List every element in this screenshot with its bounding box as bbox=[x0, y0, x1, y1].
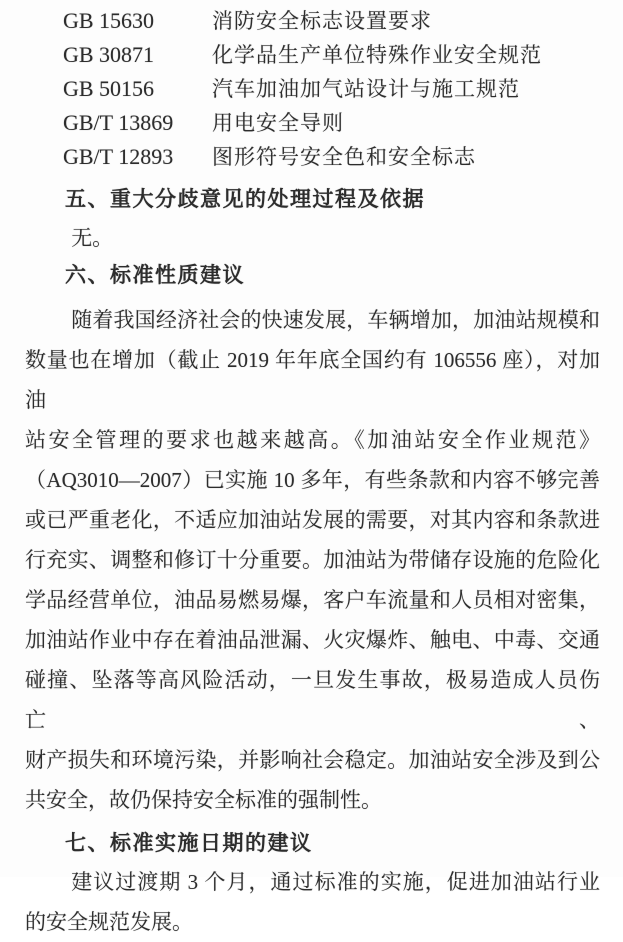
body-line: 学品经营单位，油品易燃易爆，客户车流量和人员相对密集， bbox=[25, 588, 600, 612]
reference-title: 图形符号安全色和安全标志 bbox=[212, 145, 476, 169]
section-5-body: 无。 bbox=[71, 226, 114, 250]
reference-code: GB 30871 bbox=[63, 42, 155, 67]
body-line: 行充实、调整和修订十分重要。加油站为带储存设施的危险化 bbox=[25, 548, 600, 572]
reference-row bbox=[63, 106, 600, 140]
body-line: 的安全规范发展。 bbox=[25, 910, 193, 934]
body-line: 共安全，故仍保持安全标准的强制性。 bbox=[25, 788, 382, 812]
reference-title: 用电安全导则 bbox=[212, 111, 344, 135]
body-line: 随着我国经济社会的快速发展，车辆增加，加油站规模和 bbox=[71, 308, 600, 332]
reference-title: 化学品生产单位特殊作业安全规范 bbox=[212, 43, 542, 67]
reference-row bbox=[63, 38, 600, 72]
reference-code: GB/T 13869 bbox=[63, 110, 174, 135]
section-6-paragraph bbox=[25, 300, 600, 820]
body-line: 或已严重老化，不适应加油站发展的需要，对其内容和条款进 bbox=[25, 508, 600, 532]
body-line: 建议过渡期 3 个月，通过标准的实施，促进加油站行业 bbox=[71, 870, 600, 894]
reference-row bbox=[63, 140, 600, 174]
section-5-heading: 五、重大分歧意见的处理过程及依据 bbox=[65, 188, 425, 211]
section-7-paragraph bbox=[25, 862, 600, 942]
reference-row bbox=[63, 4, 600, 38]
reference-code: GB 15630 bbox=[63, 8, 155, 33]
references-list bbox=[25, 4, 600, 174]
body-line: 站安全管理的要求也越来越高。《加油站安全作业规范》 bbox=[25, 428, 600, 452]
body-line: 碰撞、坠落等高风险活动，一旦发生事故，极易造成人员伤亡、 bbox=[25, 668, 600, 732]
reference-code: GB/T 12893 bbox=[63, 144, 174, 169]
body-line: 财产损失和环境污染，并影响社会稳定。加油站安全涉及到公 bbox=[25, 748, 600, 772]
body-line: 数量也在增加（截止 2019 年年底全国约有 106556 座），对加油 bbox=[25, 348, 600, 412]
body-line: 加油站作业中存在着油品泄漏、火灾爆炸、触电、中毒、交通 bbox=[25, 628, 600, 652]
body-line: （AQ3010—2007）已实施 10 多年，有些条款和内容不够完善 bbox=[25, 468, 600, 492]
reference-title: 消防安全标志设置要求 bbox=[212, 9, 432, 33]
reference-row bbox=[63, 72, 600, 106]
reference-code: GB 50156 bbox=[63, 76, 155, 101]
section-6-heading: 六、标准性质建议 bbox=[65, 264, 245, 287]
section-7-heading: 七、标准实施日期的建议 bbox=[65, 832, 313, 855]
reference-title: 汽车加油加气站设计与施工规范 bbox=[212, 77, 520, 101]
